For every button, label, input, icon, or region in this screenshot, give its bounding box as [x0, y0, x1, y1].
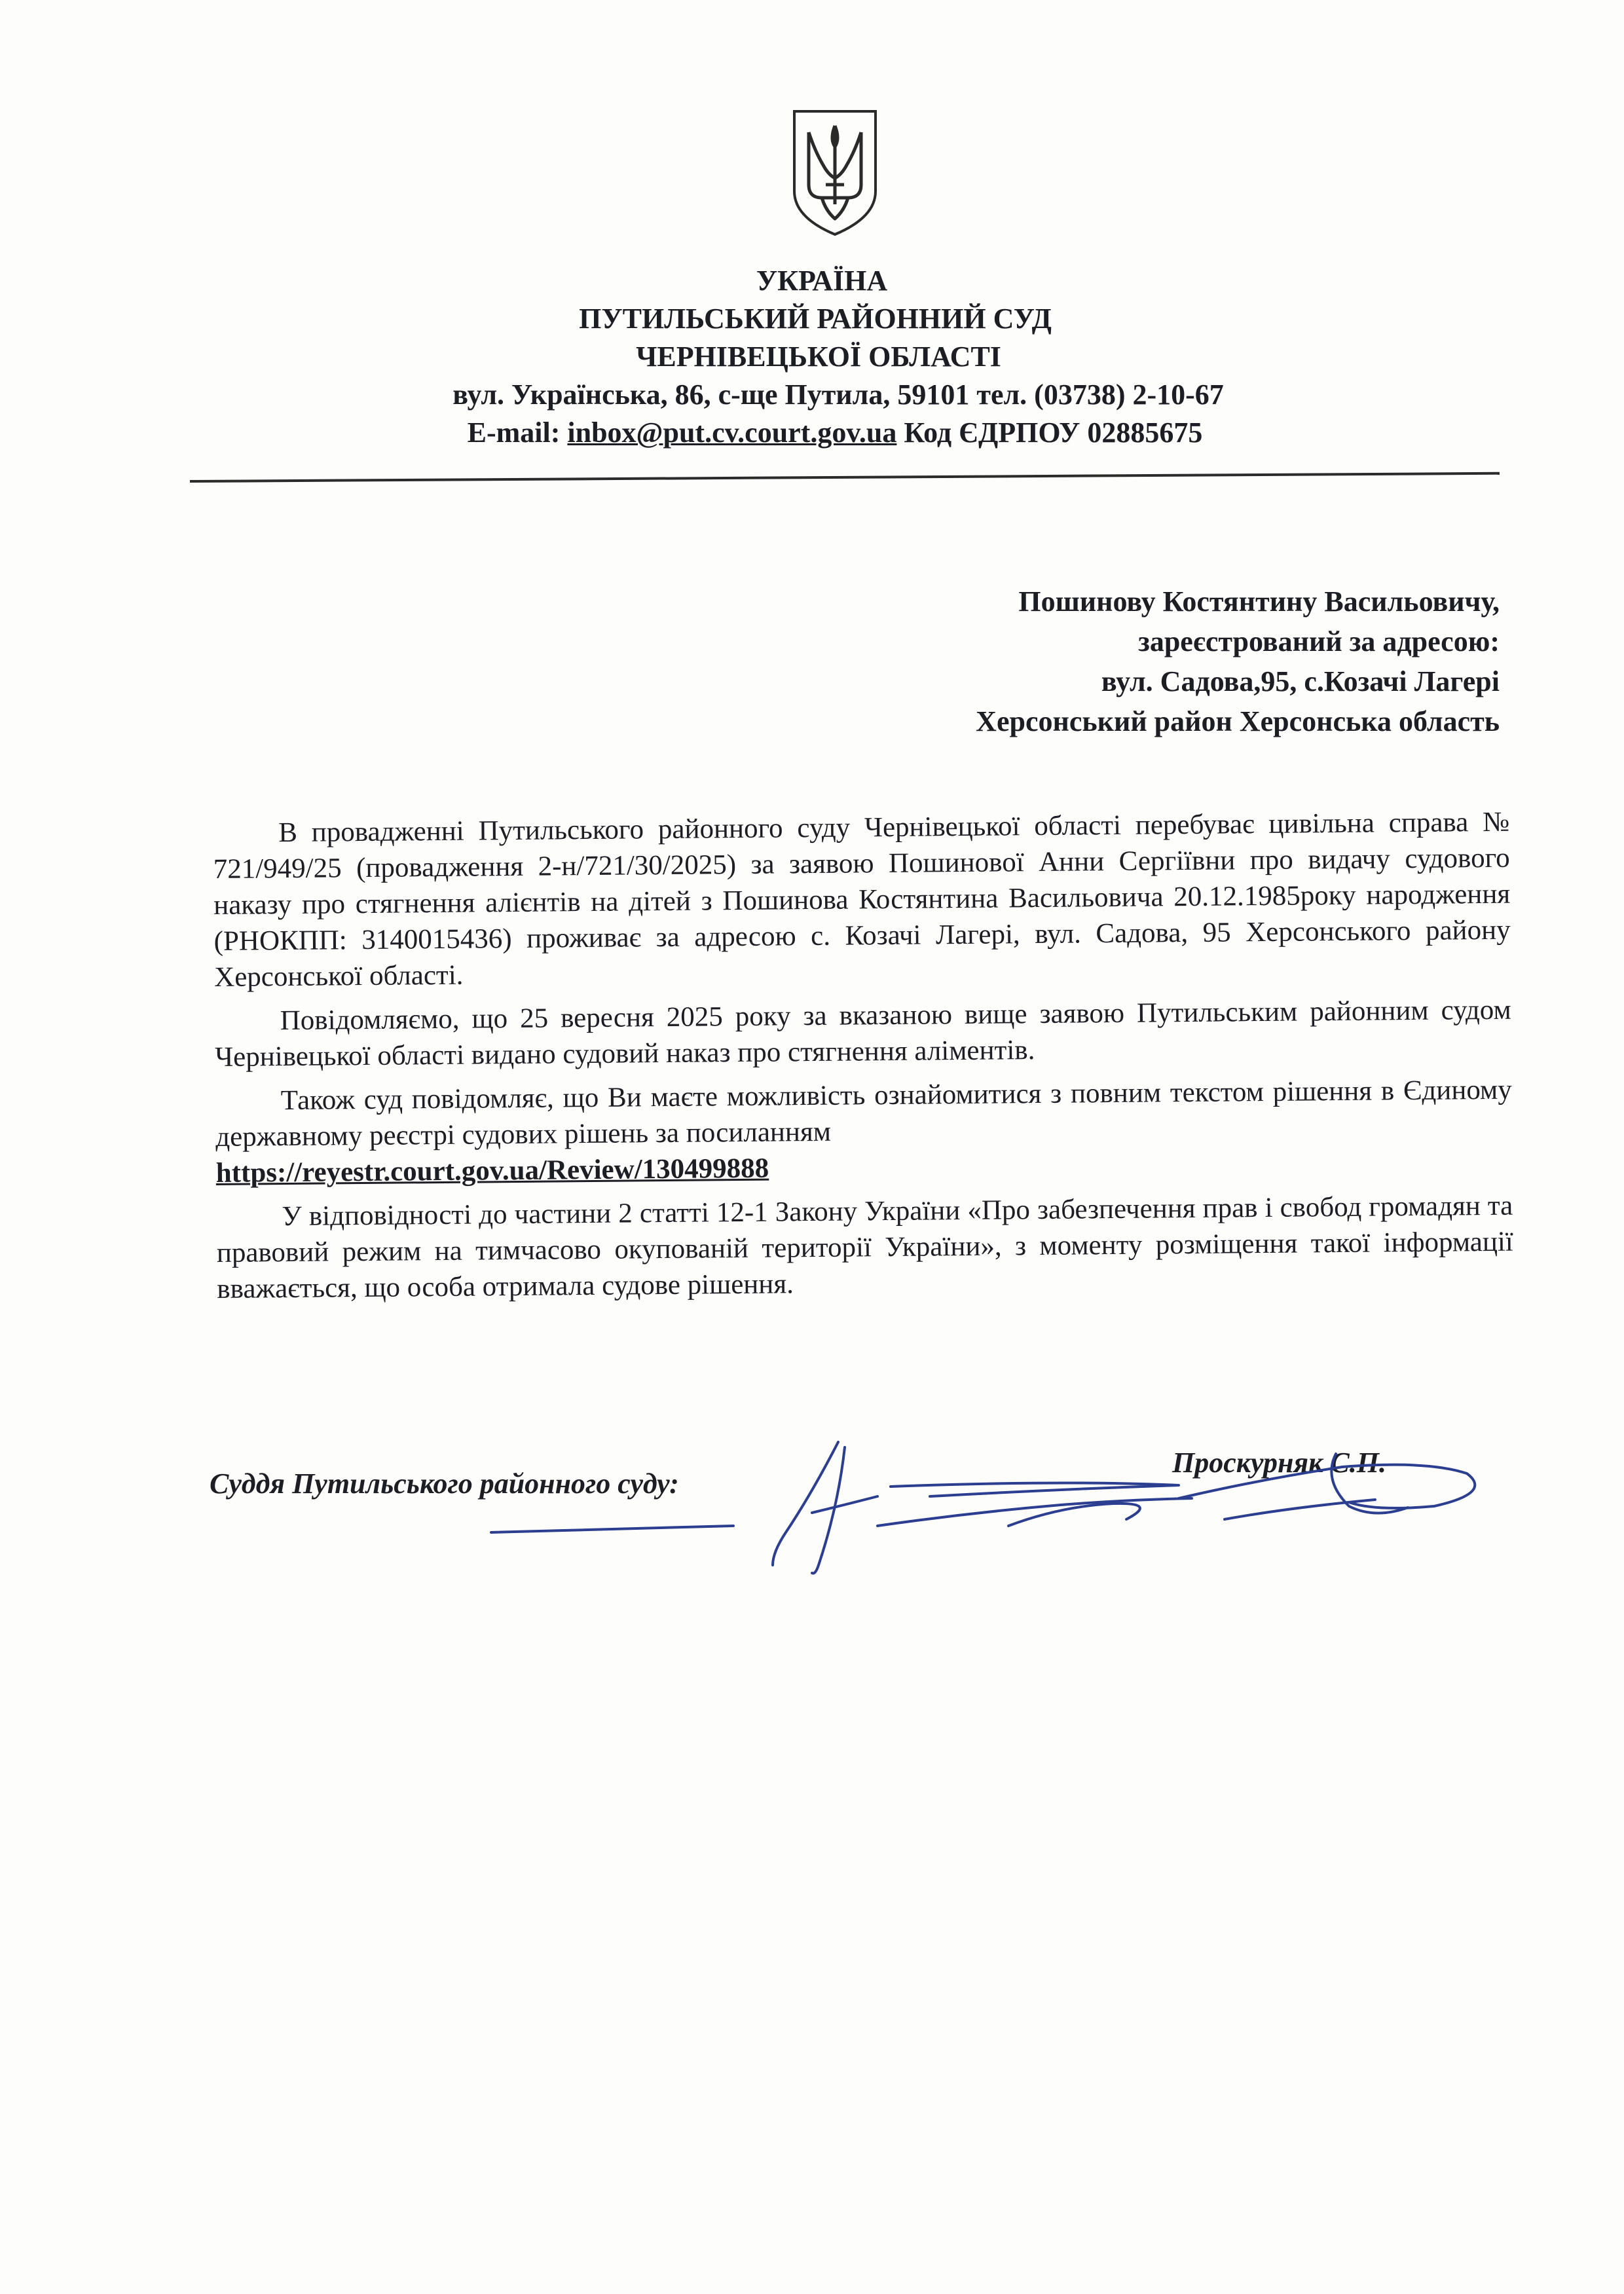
paragraph-notice: Повідомляємо, що 25 вересня 2025 року за вказаною вище заявою Путильським районним судом Чернівецької області видано судовий наказ про стягнення аліментів. — [215, 994, 1511, 1073]
judge-name: Проскурняк С.П. — [1172, 1447, 1386, 1479]
email-label: E-mail: — [467, 416, 561, 449]
registry-link[interactable]: https://reyestr.court.gov.ua/Review/130499888 — [215, 1153, 769, 1189]
paragraph-case: В провадженні Путильського районного суду Чернівецької області перебуває цивільна справа № 721/949/25 (провадження 2-н/721/30/2025) за заявою Пошинової Анни Сергіївни про видачу судового наказу про стягнення алієнтів на дітей з Пошинова Костянтина Васильовича 20.12.1985року народження (РНОКПП: 3140015436) проживає за адресою с. Козачі Лагері, вул. Садова, 95 Херсонського району Херсонської області. — [213, 806, 1511, 993]
addressee-district: Херсонський район Херсонська область — [976, 705, 1500, 737]
addressee-street: вул. Садова,95, с.Козачі Лагері — [1101, 665, 1500, 697]
addressee-registered: зареєстрований за адресою: — [1138, 625, 1500, 657]
court-contacts — [46, 414, 1624, 452]
edrpou-code: Код ЄДРПОУ 02885675 — [904, 416, 1203, 449]
addressee-block — [976, 582, 1500, 741]
email-link[interactable]: inbox@put.cv.court.gov.ua — [567, 416, 897, 449]
trident-coat-of-arms-icon — [789, 106, 881, 237]
letter-body — [213, 804, 1514, 1315]
court-name: ПУТИЛЬСЬКИЙ РАЙОННИЙ СУД — [579, 303, 1052, 335]
court-letterhead — [0, 262, 1624, 452]
paragraph-law: У відповідності до частини 2 статті 12-1 Закону України «Про забезпечення прав і свобод громадян та правовий режим на тимчасово окупованій території України», з моменту розміщення такої інформації вважається, що особа отримала судове рішення. — [216, 1190, 1513, 1304]
court-region: ЧЕРНІВЕЦЬКОЇ ОБЛАСТІ — [636, 341, 1001, 373]
handwritten-signature-icon — [471, 1434, 1493, 1585]
country-title: УКРАЇНА — [756, 265, 888, 297]
header-divider — [190, 472, 1500, 483]
court-address: вул. Українська, 86, с-ще Путила, 59101 тел. (03738) 2-10-67 — [452, 379, 1224, 411]
paragraph-registry: Також суд повідомляє, що Ви маєте можливість ознайомитися з повним текстом рішення в Єдиному державному реєстрі судових рішень за посиланням — [215, 1074, 1512, 1153]
judge-signature-label: Суддя Путильського районного суду: — [210, 1468, 679, 1500]
addressee-name: Пошинову Костянтину Васильовичу, — [1018, 585, 1500, 618]
